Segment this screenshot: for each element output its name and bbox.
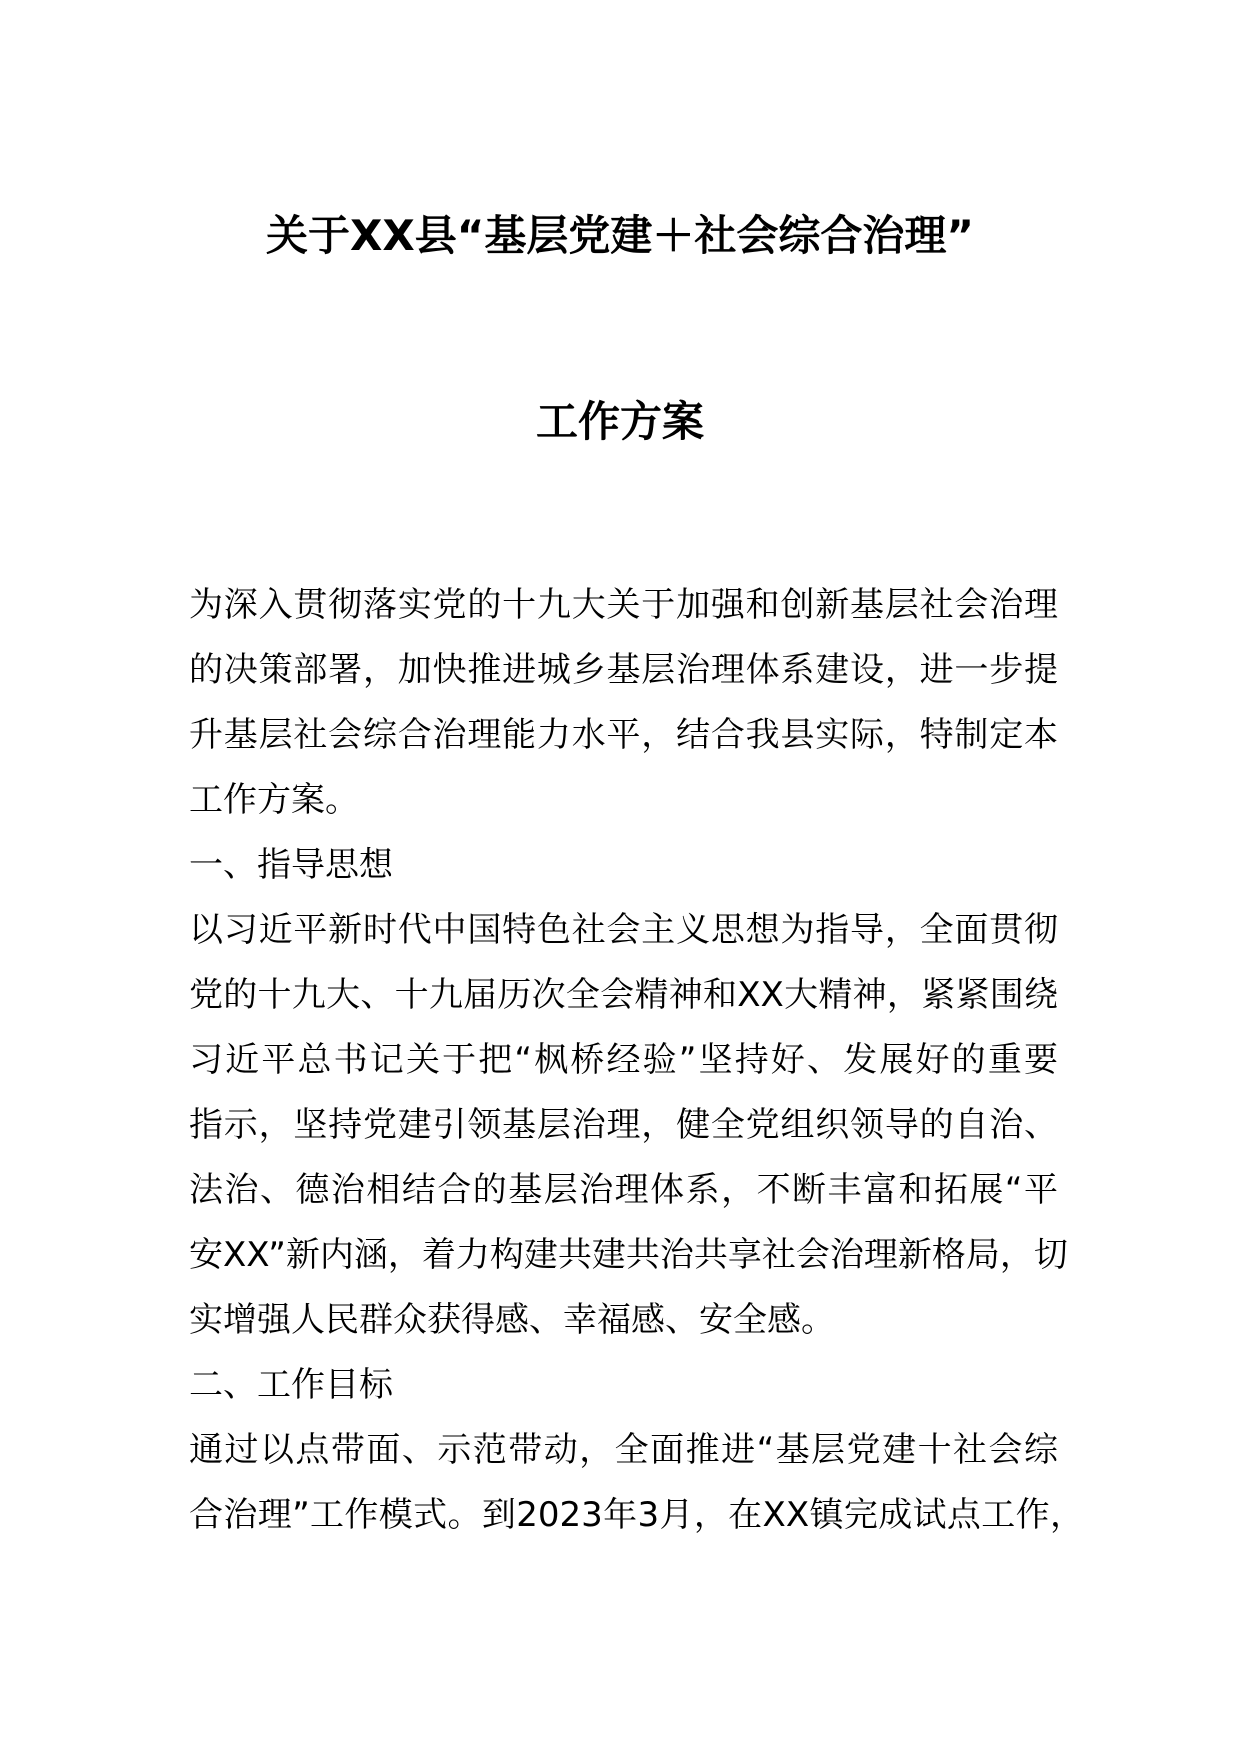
title-line-1: 关于XX县“基层党建＋社会综合治理”: [266, 211, 974, 260]
body-line: 指示，坚持党建引领基层治理，健全党组织领导的自治、: [189, 1105, 1058, 1145]
body-line: 习近平总书记关于把“枫桥经验”坚持好、发展好的重要: [189, 1040, 1058, 1080]
body-line: 为深入贯彻落实党的十九大关于加强和创新基层社会治理: [189, 585, 1058, 625]
body-line: 安XX”新内涵，着力构建共建共治共享社会治理新格局，切: [189, 1235, 1068, 1275]
body-line: 法治、德治相结合的基层治理体系，不断丰富和拓展“平: [189, 1170, 1058, 1210]
body-line: 以习近平新时代中国特色社会主义思想为指导，全面贯彻: [189, 910, 1058, 950]
body-line: 合治理”工作模式。到2023年3月，在XX镇完成试点工作，: [189, 1495, 1084, 1535]
body-line: 工作方案。: [189, 780, 359, 820]
body-line: 升基层社会综合治理能力水平，结合我县实际，特制定本: [189, 715, 1058, 755]
section-heading-1: 一、指导思想: [189, 845, 393, 885]
title-line-2: 工作方案: [535, 397, 704, 446]
body-line: 的决策部署，加快推进城乡基层治理体系建设，进一步提: [189, 650, 1058, 690]
body-line: 党的十九大、十九届历次全会精神和XX大精神，紧紧围绕: [189, 975, 1058, 1015]
section-heading-2: 二、工作目标: [189, 1365, 393, 1405]
body-line: 实增强人民群众获得感、幸福感、安全感。: [189, 1300, 835, 1340]
body-line: 通过以点带面、示范带动，全面推进“基层党建十社会综: [189, 1430, 1058, 1470]
